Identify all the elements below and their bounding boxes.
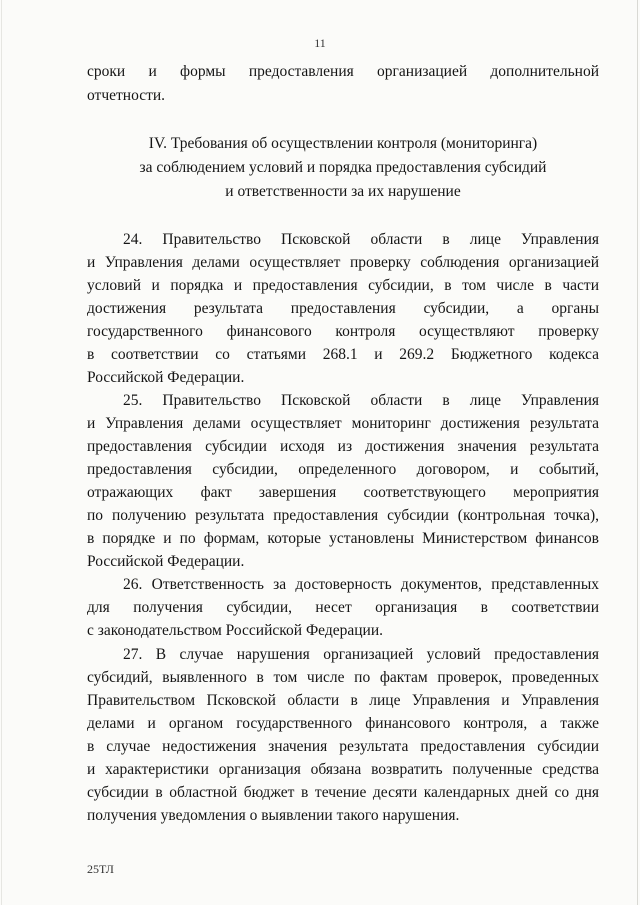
text-line: в соответствии со статьями 268.1 и 269.2 Бюджетного кодекса <box>87 346 599 363</box>
text-line: с законодательством Российской Федерации. <box>87 622 384 639</box>
text-line: предоставления субсидии, определенного договором, и событий, <box>87 461 599 478</box>
text-line: получения уведомления о выявлении такого нарушения. <box>87 807 460 824</box>
text-line: достижения результата предоставления субсидии, а органы <box>87 300 599 317</box>
text-line: делами и органом государственного финансового контроля, а также <box>87 715 599 732</box>
paragraph-27-first-line: 27. В случае нарушения организацией условий предоставления <box>123 646 599 663</box>
page-number: 11 <box>314 36 326 50</box>
text-line: Российской Федерации. <box>87 369 245 386</box>
text-line: и Управления делами осуществляет мониторинг достижения результата <box>87 415 599 432</box>
section-heading-line: за соблюдением условий и порядка предоставления субсидий <box>139 159 547 176</box>
text-line: и Управления делами осуществляет проверку соблюдения организацией <box>87 254 599 271</box>
section-heading-line: и ответственности за их нарушение <box>225 183 461 200</box>
scan-right-edge <box>637 0 638 905</box>
text-line: сроки и формы предоставления организацией дополнительной <box>87 63 599 80</box>
footer-document-code: 25ТЛ <box>87 862 114 876</box>
text-line: и характеристики организация обязана возвратить полученные средства <box>87 761 599 778</box>
text-line: государственного финансового контроля осуществляют проверку <box>87 323 599 340</box>
text-line: по получению результата предоставления субсидии (контрольная точка), <box>87 507 599 524</box>
paragraph-24-first-line: 24. Правительство Псковской области в лице Управления <box>123 231 599 248</box>
text-line: условий и порядка и предоставления субсидии, в том числе в части <box>87 277 599 294</box>
text-line: для получения субсидии, несет организация в соответствии <box>87 599 599 616</box>
section-heading-line: IV. Требования об осуществлении контроля (мониторинга) <box>148 135 538 152</box>
paragraph-26-first-line: 26. Ответственность за достоверность документов, представленных <box>123 576 599 593</box>
text-line: Правительством Псковской области в лице Управления и Управления <box>87 692 599 709</box>
text-line: в порядке и по формам, которые установлены Министерством финансов <box>87 530 599 547</box>
text-line: субсидии в областной бюджет в течение десяти календарных дней со дня <box>87 784 599 801</box>
text-line: Российской Федерации. <box>87 553 245 570</box>
scan-left-edge <box>1 0 2 905</box>
text-line: отражающих факт завершения соответствующего мероприятия <box>87 484 599 501</box>
text-line: отчетности. <box>87 87 166 104</box>
text-line: в случае недостижения значения результата предоставления субсидии <box>87 738 599 755</box>
text-line: субсидий, выявленного в том числе по фактам проверок, проведенных <box>87 669 599 686</box>
paragraph-25-first-line: 25. Правительство Псковской области в лице Управления <box>123 392 599 409</box>
text-line: предоставления субсидии исходя из достижения значения результата <box>87 438 599 455</box>
